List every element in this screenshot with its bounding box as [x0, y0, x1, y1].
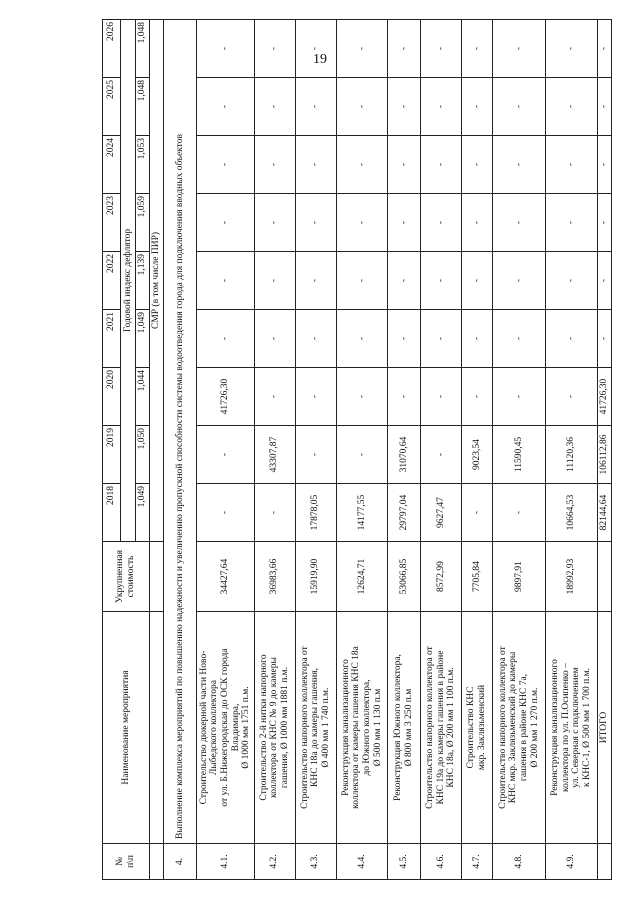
table-row — [295, 20, 336, 880]
row-name: Строительство 2-й нитки напорного коллектора от КНС № 9 до камеры гашения, Ø 1000 мм 1881 п.м. — [254, 612, 295, 844]
total-row — [597, 20, 612, 880]
row-value: - — [420, 426, 461, 484]
row-value: - — [295, 20, 336, 78]
row-value: 31070,64 — [388, 426, 421, 484]
table-row — [462, 20, 493, 880]
row-name: Реконструкция канализационного коллектора от камеры гашения КНС 18а до Южного коллектора, Ø 500 мм 1 130 п.м — [336, 612, 387, 844]
row-value: - — [462, 20, 493, 78]
row-value: - — [295, 252, 336, 310]
row-value: - — [546, 252, 597, 310]
row-value: - — [388, 310, 421, 368]
row-value: - — [462, 368, 493, 426]
smr-empty — [150, 612, 164, 844]
row-value: 14177,55 — [336, 484, 387, 542]
row-value: - — [254, 78, 295, 136]
year-cell: 2020 — [103, 368, 121, 426]
row-name: Строительство КНС мкр. Заклязьменский — [462, 612, 493, 844]
row-value: - — [462, 252, 493, 310]
table-row — [388, 20, 421, 880]
year-cell: 2018 — [103, 484, 121, 542]
row-value: - — [254, 310, 295, 368]
deflator-cell: 1,059 — [135, 194, 149, 252]
row-value: - — [492, 136, 545, 194]
row-cost: 15919,90 — [295, 542, 336, 612]
year-cell: 2026 — [103, 20, 121, 78]
total-value: 82144,64 — [597, 484, 612, 542]
row-value: - — [336, 252, 387, 310]
row-name: Строительство дюкерной части Ново- Лыбедского коллектора от ул. Б.Нижегородская до ОСК города Владимира, Ø 1000 мм 1751 п.м. — [197, 612, 255, 844]
investment-table — [102, 19, 612, 880]
total-value: - — [597, 78, 612, 136]
smr-empty — [150, 844, 164, 880]
row-value: - — [254, 484, 295, 542]
section-num: 4. — [164, 844, 197, 880]
row-value: - — [462, 310, 493, 368]
deflator-cell: 1,048 — [135, 20, 149, 78]
row-value: - — [546, 368, 597, 426]
header-years-row — [103, 20, 121, 880]
row-cost: 34427,64 — [197, 542, 255, 612]
row-value: - — [197, 78, 255, 136]
row-value: - — [254, 252, 295, 310]
row-value: - — [546, 20, 597, 78]
row-number: 4.7. — [462, 844, 493, 880]
row-value: - — [295, 368, 336, 426]
year-cell: 2024 — [103, 136, 121, 194]
year-cell: 2019 — [103, 426, 121, 484]
row-value: - — [295, 426, 336, 484]
row-value: - — [336, 136, 387, 194]
smr-label: СМР (в том числе ПИР) — [150, 20, 164, 542]
table-row — [546, 20, 597, 880]
row-value: - — [336, 194, 387, 252]
row-value: - — [492, 310, 545, 368]
row-value: - — [420, 368, 461, 426]
row-value: - — [462, 194, 493, 252]
deflator-cell: 1,044 — [135, 368, 149, 426]
row-value: - — [492, 20, 545, 78]
row-name: Строительство напорного коллектора от КНС 19а до камеры гашения в районе КНС 18а, Ø 200 мм 1 100 п.м. — [420, 612, 461, 844]
row-value: - — [462, 78, 493, 136]
row-value: - — [462, 136, 493, 194]
row-name: Строительство напорного коллектора от КНС мкр. Заклязьменский до камеры гашения в районе КНС 7а, Ø 200 мм 1 270 п.м. — [492, 612, 545, 844]
deflator-cell: 1,139 — [135, 252, 149, 310]
row-value: 11590,45 — [492, 426, 545, 484]
row-value: - — [420, 136, 461, 194]
row-value: - — [388, 20, 421, 78]
deflator-cell: 1,049 — [135, 310, 149, 368]
row-value: 43307,87 — [254, 426, 295, 484]
row-value: - — [492, 252, 545, 310]
deflator-cell: 1,049 — [135, 484, 149, 542]
total-value: - — [597, 194, 612, 252]
table-row — [336, 20, 387, 880]
row-value: - — [336, 20, 387, 78]
row-cost: 12624,71 — [336, 542, 387, 612]
row-value: - — [420, 78, 461, 136]
header-name: Наименование мероприятия — [103, 612, 150, 844]
row-value: - — [546, 310, 597, 368]
row-value: 11120,36 — [546, 426, 597, 484]
total-empty — [597, 542, 612, 612]
smr-empty — [150, 542, 164, 612]
row-value: - — [388, 78, 421, 136]
row-value: - — [295, 194, 336, 252]
row-value: - — [197, 20, 255, 78]
row-value: 17878,05 — [295, 484, 336, 542]
row-value: - — [197, 426, 255, 484]
total-value: - — [597, 136, 612, 194]
row-value: - — [420, 310, 461, 368]
row-value: - — [295, 310, 336, 368]
row-value: - — [197, 252, 255, 310]
row-value: - — [197, 194, 255, 252]
row-value: - — [254, 136, 295, 194]
year-cell: 2021 — [103, 310, 121, 368]
row-value: - — [492, 78, 545, 136]
row-value: - — [336, 310, 387, 368]
row-cost: 9897,91 — [492, 542, 545, 612]
row-cost: 36983,66 — [254, 542, 295, 612]
row-cost: 18992,93 — [546, 542, 597, 612]
row-value: - — [388, 194, 421, 252]
row-value: 41726,30 — [197, 368, 255, 426]
table-row — [492, 20, 545, 880]
row-number: 4.6. — [420, 844, 461, 880]
row-value: - — [197, 310, 255, 368]
table-row — [254, 20, 295, 880]
row-number: 4.4. — [336, 844, 387, 880]
row-value: - — [492, 194, 545, 252]
row-name: Реконструкция Южного коллектора, Ø 800 мм 3 250 п.м — [388, 612, 421, 844]
total-value: - — [597, 20, 612, 78]
year-cell: 2022 — [103, 252, 121, 310]
smr-row — [150, 20, 164, 880]
row-value: 10664,53 — [546, 484, 597, 542]
deflator-cell: 1,048 — [135, 78, 149, 136]
row-number: 4.2. — [254, 844, 295, 880]
table-row — [197, 20, 255, 880]
row-number: 4.3. — [295, 844, 336, 880]
year-cell: 2025 — [103, 78, 121, 136]
row-value: - — [546, 78, 597, 136]
total-value: 41726,30 — [597, 368, 612, 426]
row-value: - — [295, 78, 336, 136]
row-value: - — [420, 252, 461, 310]
year-cell: 2023 — [103, 194, 121, 252]
row-number: 4.8. — [492, 844, 545, 880]
row-value: - — [254, 20, 295, 78]
row-value: - — [420, 20, 461, 78]
rotated-table-container — [102, 20, 612, 880]
header-num: № п\п — [103, 844, 150, 880]
deflator-cell: 1,053 — [135, 136, 149, 194]
row-number: 4.5. — [388, 844, 421, 880]
deflator-label: Годовой индекс дефлятор — [121, 20, 135, 542]
table-row — [420, 20, 461, 880]
table-body — [103, 20, 612, 880]
row-value: 9023,54 — [462, 426, 493, 484]
row-cost: 7705,84 — [462, 542, 493, 612]
row-value: - — [420, 194, 461, 252]
row-value: - — [546, 194, 597, 252]
row-value: - — [254, 368, 295, 426]
total-empty — [597, 844, 612, 880]
row-value: - — [492, 484, 545, 542]
total-value: - — [597, 252, 612, 310]
row-value: - — [388, 252, 421, 310]
total-value: - — [597, 310, 612, 368]
row-name: Строительство напорного коллектора от КНС 18а до камеры гашения, Ø 400 мм 1 740 п.м. — [295, 612, 336, 844]
row-value: - — [197, 136, 255, 194]
row-value: - — [546, 136, 597, 194]
total-value: 106112,86 — [597, 426, 612, 484]
total-label: ИТОГО — [597, 612, 612, 844]
section-row — [164, 20, 197, 880]
row-value: - — [388, 136, 421, 194]
row-value: 9627,47 — [420, 484, 461, 542]
page-number: 19 — [313, 52, 327, 67]
row-name: Реконструкция канализационного коллектора по ул. П.Осипенко – ул. Северная с подключением к КНС-1, Ø 500 мм 1 700 п.м. — [546, 612, 597, 844]
row-number: 4.1. — [197, 844, 255, 880]
row-value: - — [295, 136, 336, 194]
row-value: - — [388, 368, 421, 426]
header-cost: Укрупненная стоимость — [103, 542, 150, 612]
row-value: 29797,04 — [388, 484, 421, 542]
row-cost: 53066,85 — [388, 542, 421, 612]
deflator-cell: 1,050 — [135, 426, 149, 484]
row-value: - — [336, 368, 387, 426]
row-value: - — [336, 78, 387, 136]
row-value: - — [197, 484, 255, 542]
section-title: Выполнение комплекса мероприятий по повышению надежности и увеличению пропускной способности системы водоотведения города для подключения вводных объектов — [164, 20, 197, 844]
row-value: - — [492, 368, 545, 426]
row-value: - — [254, 194, 295, 252]
row-value: - — [336, 426, 387, 484]
row-number: 4.9. — [546, 844, 597, 880]
row-value: - — [462, 484, 493, 542]
row-cost: 8572,99 — [420, 542, 461, 612]
